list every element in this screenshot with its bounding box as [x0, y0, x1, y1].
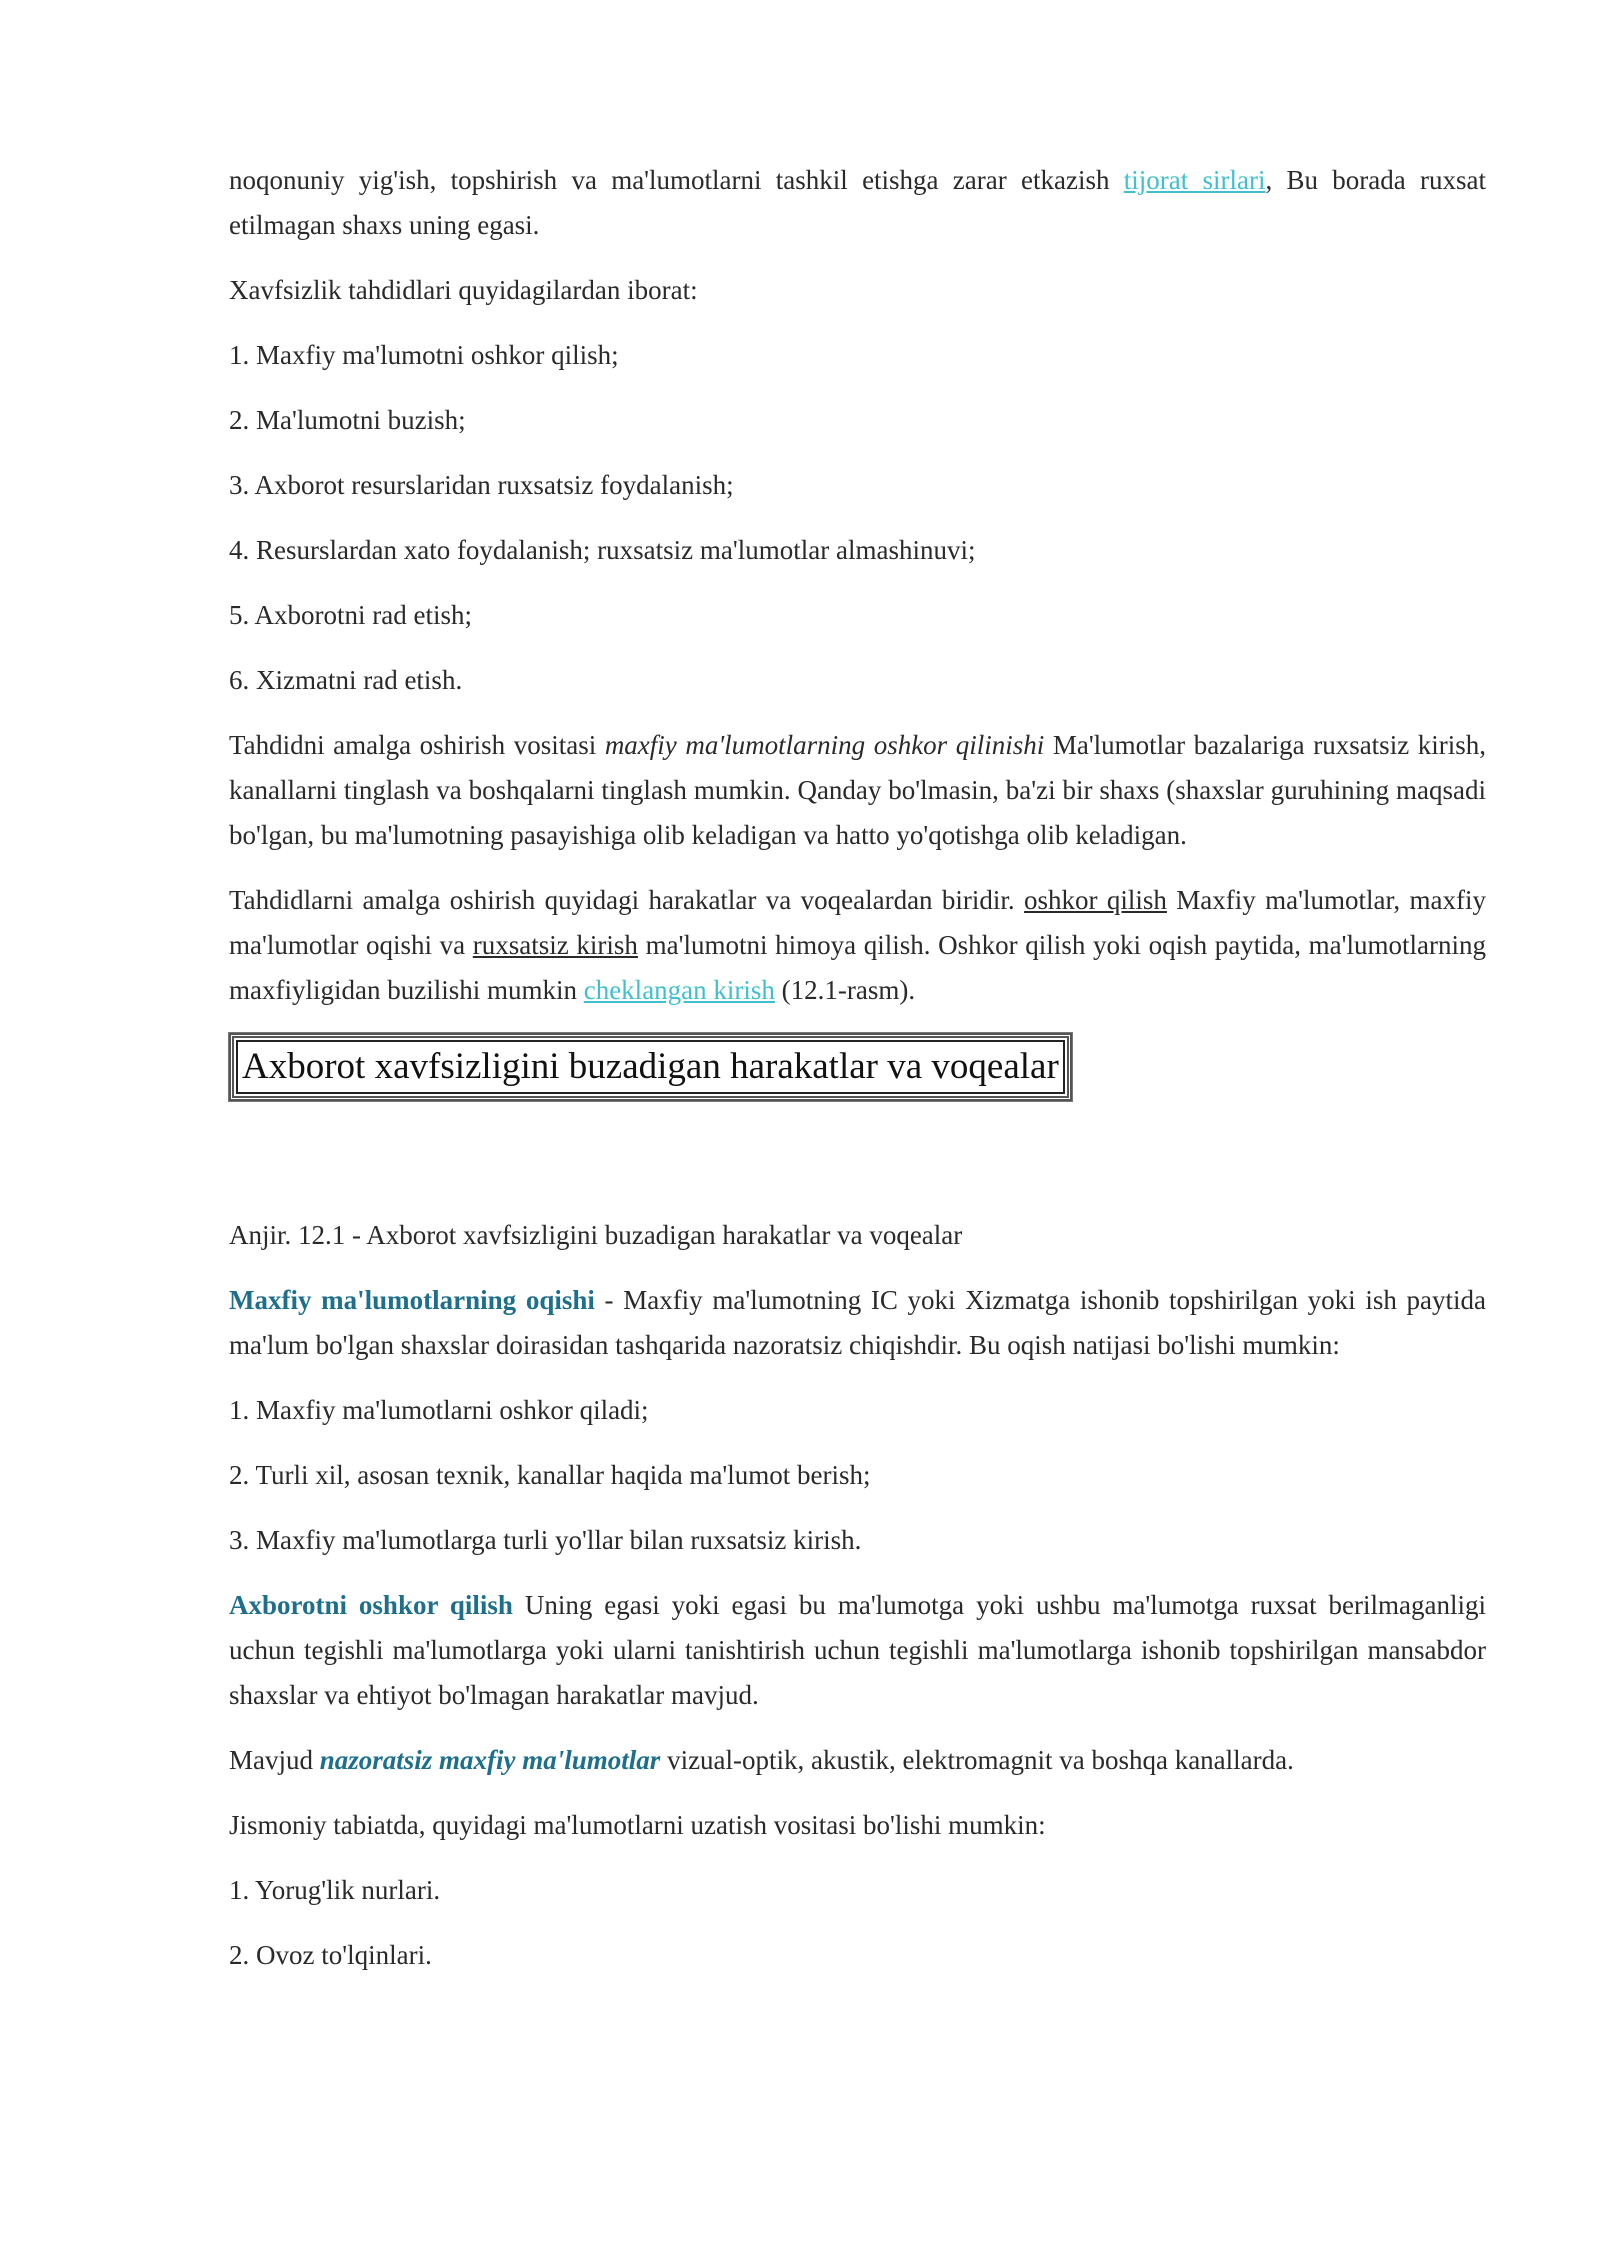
threat-item-5: 5. Axborotni rad etish; — [229, 600, 472, 630]
figure-box — [229, 1033, 1072, 1101]
paragraph-threat-means — [229, 723, 1486, 858]
leak-item-1: 1. Maxfiy ma'lumotlarni oshkor qiladi; — [229, 1395, 649, 1425]
link-trade-secrets[interactable]: tijorat sirlari — [1123, 165, 1266, 195]
leak-item-2: 2. Turli xil, asosan texnik, kanallar haqida ma'lumot berish; — [229, 1460, 871, 1490]
term-disclosure: Axborotni oshkor qilish — [229, 1590, 513, 1620]
paragraph-leak-definition — [229, 1278, 1486, 1368]
term-uncontrolled: nazoratsiz maxfiy ma'lumotlar — [319, 1745, 661, 1775]
text-segment: Ma'lumotlar bazalariga ruxsatsiz kirish, kanallarni tinglash va boshqalarni tinglash mumkin. Qanday bo'lmasin, ba'zi bir shaxs (shaxslar guruhining maqsadi bo'lgan, bu ma'lumotning pasayishiga olib keladigan va hatto yo'qotishga olib keladigan. — [229, 730, 1486, 850]
text-segment: - Maxfiy ma'lumotning IC yoki Xizmatga ishonib topshirilgan yoki ish paytida ma'lum bo'lgan shaxslar doirasidan tashqarida nazoratsiz chiqishdir. Bu oqish natijasi bo'lishi mumkin: — [229, 1285, 1486, 1360]
paragraph-disclosure — [229, 1583, 1486, 1718]
threat-item-4: 4. Resurslardan xato foydalanish; ruxsatsiz ma'lumotlar almashinuvi; — [229, 535, 976, 565]
threat-item-2: 2. Ma'lumotni buzish; — [229, 405, 466, 435]
paragraph-physical-media: Jismoniy tabiatda, quyidagi ma'lumotlarni uzatish vositasi bo'lishi mumkin: — [229, 1810, 1046, 1840]
paragraph-uncontrolled — [229, 1738, 1486, 1783]
media-item-2: 2. Ovoz to'lqinlari. — [229, 1940, 432, 1970]
text-segment: , Bu borada ruxsat etilmagan shaxs uning egasi. — [229, 165, 1486, 240]
link-limited-access[interactable]: cheklangan kirish — [583, 975, 775, 1005]
text-segment: Maxfiy ma'lumotlar, maxfiy ma'lumotlar oqishi va — [229, 885, 1487, 960]
link-unauthorized-access[interactable]: ruxsatsiz kirish — [472, 930, 638, 960]
text-segment: Mavjud — [229, 1745, 320, 1775]
figure-caption: Anjir. 12.1 - Axborot xavfsizligini buzadigan harakatlar va voqealar — [229, 1220, 963, 1250]
term-leak: Maxfiy ma'lumotlarning oqishi — [229, 1285, 595, 1315]
text-segment: Uning egasi yoki egasi bu ma'lumotga yoki ushbu ma'lumotga ruxsat berilmaganligi uchun tegishli ma'lumotlarga yoki ularni tanishtirish uchun tegishli ma'lumotlarga ishonib topshirilgan mansabdor shaxslar va ehtiyot bo'lmagan harakatlar mavjud. — [229, 1590, 1486, 1710]
paragraph-trade-secrets — [229, 158, 1486, 248]
threat-item-6: 6. Xizmatni rad etish. — [229, 665, 463, 695]
document-page — [229, 158, 1486, 1998]
text-segment: Tahdidni amalga oshirish vositasi — [229, 730, 605, 760]
text-segment: Tahdidlarni amalga oshirish quyidagi harakatlar va voqealardan biridir. — [229, 885, 1025, 915]
text-segment: ma'lumotni himoya qilish. Oshkor qilish yoki oqish paytida, ma'lumotlarning maxfiyligidan buzilishi mumkin — [229, 930, 1486, 1005]
threat-item-1: 1. Maxfiy ma'lumotni oshkor qilish; — [229, 340, 619, 370]
italic-term: maxfiy ma'lumotlarning oshkor qilinishi — [604, 730, 1045, 760]
link-disclosure[interactable]: oshkor qilish — [1024, 885, 1167, 915]
text-segment: vizual-optik, akustik, elektromagnit va boshqa kanallarda. — [660, 1745, 1294, 1775]
figure-box-text: Axborot xavfsizligini buzadigan harakatlar va voqealar — [236, 1040, 1065, 1094]
media-item-1: 1. Yorug'lik nurlari. — [229, 1875, 441, 1905]
leak-item-3: 3. Maxfiy ma'lumotlarga turli yo'llar bilan ruxsatsiz kirish. — [229, 1525, 862, 1555]
threat-item-3: 3. Axborot resurslaridan ruxsatsiz foydalanish; — [229, 470, 734, 500]
text-segment: (12.1-rasm). — [774, 975, 916, 1005]
figure-box-container — [229, 1033, 1486, 1213]
text-segment: noqonuniy yig'ish, topshirish va ma'lumotlarni tashkil etishga zarar etkazish — [229, 165, 1124, 195]
threats-intro: Xavfsizlik tahdidlari quyidagilardan iborat: — [229, 275, 698, 305]
paragraph-threat-actions — [229, 878, 1486, 1013]
